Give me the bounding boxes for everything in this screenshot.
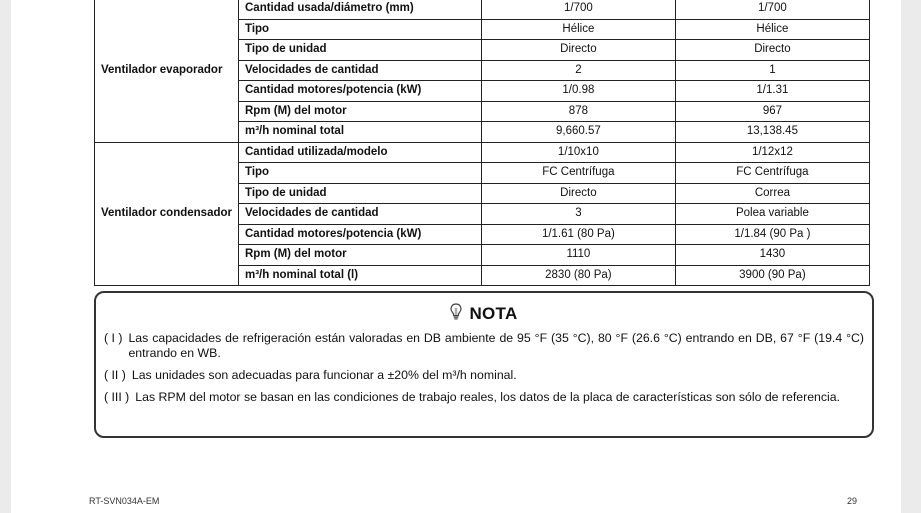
value-cell: FC Centrífuga — [481, 163, 675, 184]
value-cell: 1/10x10 — [481, 142, 675, 163]
param-cell: Tipo de unidad — [239, 183, 482, 204]
value-cell: 1/1.84 (90 Pa ) — [675, 224, 869, 245]
value-cell: FC Centrífuga — [675, 163, 869, 184]
value-cell: 2 — [481, 60, 675, 81]
param-cell: Cantidad motores/potencia (kW) — [239, 81, 482, 102]
value-cell: Directo — [481, 183, 675, 204]
value-cell: 1/700 — [675, 0, 869, 19]
param-cell: Rpm (M) del motor — [239, 101, 482, 122]
note-item — [104, 368, 864, 383]
value-cell: 967 — [675, 101, 869, 122]
document-page — [11, 0, 901, 513]
nota-title: NOTA — [469, 304, 518, 323]
value-cell: 1110 — [481, 245, 675, 266]
note-item — [104, 331, 864, 361]
table-row — [95, 0, 870, 19]
value-cell: Hélice — [481, 19, 675, 40]
value-cell: Correa — [675, 183, 869, 204]
value-cell: 1/12x12 — [675, 142, 869, 163]
note-text: Las capacidades de refrigeración están valoradas en DB ambiente de 95 °F (35 °C), 80 °F (26.6 °C) entrando en DB, 67 °F (19.4 °C) entrando en WB. — [128, 331, 864, 360]
value-cell: Directo — [675, 40, 869, 61]
note-number: ( I ) — [104, 331, 123, 345]
param-cell: Tipo — [239, 19, 482, 40]
param-cell: m³/h nominal total — [239, 122, 482, 143]
param-cell: Velocidades de cantidad — [239, 60, 482, 81]
value-cell: 3900 (90 Pa) — [675, 265, 869, 286]
param-cell: Cantidad utilizada/modelo — [239, 142, 482, 163]
value-cell: 13,138.45 — [675, 122, 869, 143]
fan-spec-table — [94, 0, 870, 286]
value-cell: 1/700 — [481, 0, 675, 19]
param-cell: Cantidad usada/diámetro (mm) — [239, 0, 482, 19]
evaporator-group-label: Ventilador evaporador — [95, 0, 239, 142]
value-cell: Directo — [481, 40, 675, 61]
lightbulb-icon — [450, 303, 462, 321]
value-cell: 1 — [675, 60, 869, 81]
param-cell: Tipo de unidad — [239, 40, 482, 61]
value-cell: 1/0.98 — [481, 81, 675, 102]
note-text: Las unidades son adecuadas para funcionar a ±20% del m³/h nominal. — [131, 368, 517, 382]
nota-box — [94, 291, 874, 438]
note-text: Las RPM del motor se basan en las condiciones de trabajo reales, los datos de la placa de características son sólo de referencia. — [135, 390, 841, 404]
value-cell: 1/1.31 — [675, 81, 869, 102]
nota-heading — [104, 303, 864, 324]
param-cell: Tipo — [239, 163, 482, 184]
param-cell: Cantidad motores/potencia (kW) — [239, 224, 482, 245]
note-number: ( II ) — [104, 368, 126, 382]
note-number: ( III ) — [104, 390, 130, 404]
condenser-group-label: Ventilador condensador — [95, 142, 239, 286]
value-cell: Polea variable — [675, 204, 869, 225]
value-cell: 2830 (80 Pa) — [481, 265, 675, 286]
value-cell: 1/1.61 (80 Pa) — [481, 224, 675, 245]
footer-doc-code: RT-SVN034A-EM — [89, 496, 160, 506]
value-cell: 878 — [481, 101, 675, 122]
param-cell: m³/h nominal total (l) — [239, 265, 482, 286]
value-cell: 3 — [481, 204, 675, 225]
table-row — [95, 142, 870, 163]
footer-page-number: 29 — [847, 496, 858, 506]
value-cell: 1430 — [675, 245, 869, 266]
param-cell: Rpm (M) del motor — [239, 245, 482, 266]
note-item — [104, 390, 864, 405]
value-cell: Hélice — [675, 19, 869, 40]
value-cell: 9,660.57 — [481, 122, 675, 143]
param-cell: Velocidades de cantidad — [239, 204, 482, 225]
